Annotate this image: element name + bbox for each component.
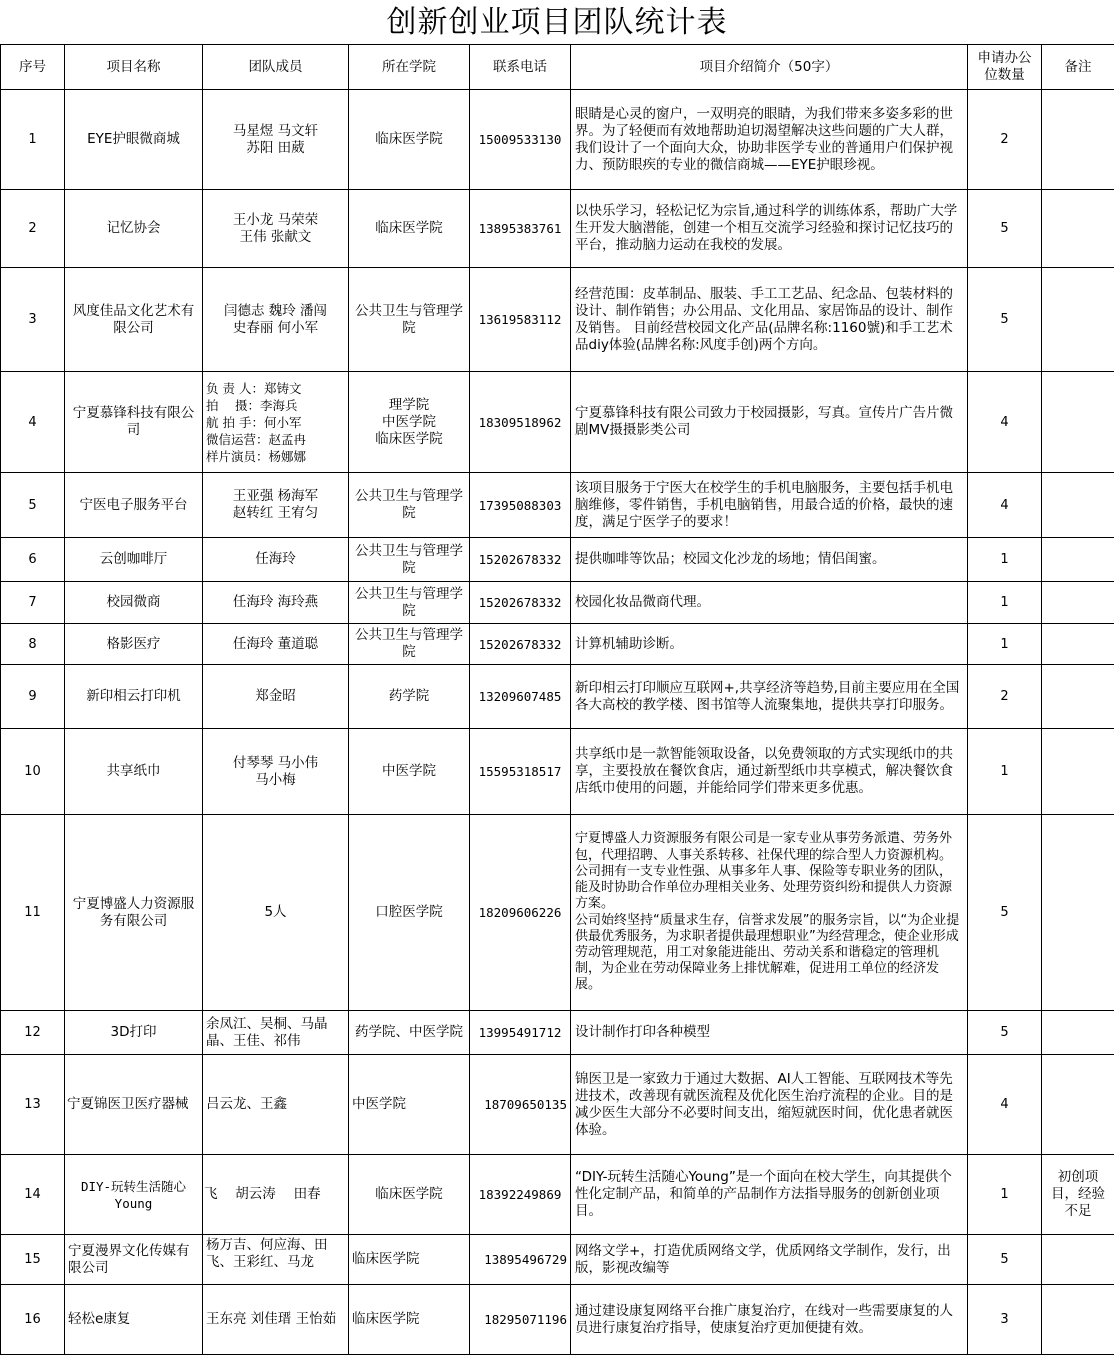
table-row — [1, 90, 1114, 190]
cell-phone: 18309518962 — [470, 372, 571, 473]
header-members: 团队成员 — [203, 45, 349, 90]
cell-offices: 4 — [968, 1055, 1042, 1155]
cell-phone: 15202678332 — [470, 624, 571, 665]
table-row — [1, 1235, 1114, 1285]
cell-offices: 2 — [968, 665, 1042, 729]
project-table — [0, 44, 1114, 1355]
table-row — [1, 624, 1114, 665]
cell-seq: 4 — [1, 372, 65, 473]
cell-offices: 5 — [968, 1235, 1042, 1285]
cell-offices: 1 — [968, 538, 1042, 582]
table-row — [1, 665, 1114, 729]
cell-phone: 15595318517 — [470, 729, 571, 815]
cell-phone: 18392249869 — [470, 1155, 571, 1235]
cell-name: 共享纸巾 — [65, 729, 203, 815]
header-seq: 序号 — [1, 45, 65, 90]
cell-name: EYE护眼微商城 — [65, 90, 203, 190]
cell-remark — [1042, 1011, 1114, 1055]
cell-remark — [1042, 1055, 1114, 1155]
cell-offices: 3 — [968, 1285, 1042, 1355]
cell-name: 宁夏慕锋科技有限公司 — [65, 372, 203, 473]
cell-college: 临床医学院 — [349, 190, 470, 268]
cell-college: 理学院 中医学院 临床医学院 — [349, 372, 470, 473]
cell-seq: 15 — [1, 1235, 65, 1285]
cell-phone: 18209606226 — [470, 815, 571, 1011]
cell-intro: 设计制作打印各种模型 — [571, 1011, 968, 1055]
cell-intro: “DIY-玩转生活随心Young”是一个面向在校大学生，向其提供个性化定制产品，和简单的产品制作方法指导服务的创新创业项目。 — [571, 1155, 968, 1235]
cell-seq: 5 — [1, 473, 65, 538]
cell-college: 中医学院 — [349, 1055, 470, 1155]
cell-phone: 13619583112 — [470, 268, 571, 372]
header-name: 项目名称 — [65, 45, 203, 90]
cell-offices: 1 — [968, 624, 1042, 665]
cell-seq: 8 — [1, 624, 65, 665]
cell-college: 临床医学院 — [349, 1285, 470, 1355]
cell-name: 校园微商 — [65, 582, 203, 624]
cell-phone: 15202678332 — [470, 538, 571, 582]
cell-members: 任海玲 海玲燕 — [203, 582, 349, 624]
cell-intro: 以快乐学习，轻松记忆为宗旨,通过科学的训练体系，帮助广大学生开发大脑潜能，创建一个相互交流学习经验和探讨记忆技巧的平台，推动脑力运动在我校的发展。 — [571, 190, 968, 268]
table-row — [1, 473, 1114, 538]
cell-name: 云创咖啡厅 — [65, 538, 203, 582]
cell-name: 轻松e康复 — [65, 1285, 203, 1355]
cell-seq: 13 — [1, 1055, 65, 1155]
table-body — [1, 90, 1114, 1355]
cell-remark — [1042, 190, 1114, 268]
cell-college: 药学院、中医学院 — [349, 1011, 470, 1055]
cell-name: 宁夏锦医卫医疗器械 — [65, 1055, 203, 1155]
cell-seq: 16 — [1, 1285, 65, 1355]
header-college: 所在学院 — [349, 45, 470, 90]
cell-phone: 18295071196 — [470, 1285, 571, 1355]
cell-remark — [1042, 582, 1114, 624]
cell-members: 郑金昭 — [203, 665, 349, 729]
cell-name: 风度佳品文化艺术有限公司 — [65, 268, 203, 372]
cell-remark — [1042, 473, 1114, 538]
cell-seq: 6 — [1, 538, 65, 582]
cell-members: 王小龙 马荣荣 王伟 张献文 — [203, 190, 349, 268]
cell-name: 3D打印 — [65, 1011, 203, 1055]
cell-intro: 该项目服务于宁医大在校学生的手机电脑服务，主要包括手机电脑维修，零件销售，手机电脑销售，用最合适的价格，最快的速度，满足宁医学子的要求！ — [571, 473, 968, 538]
header-phone: 联系电话 — [470, 45, 571, 90]
cell-offices: 1 — [968, 582, 1042, 624]
cell-intro: 宁夏博盛人力资源服务有限公司是一家专业从事劳务派遣、劳务外包，代理招聘、人事关系转移、社保代理的综合型人力资源机构。公司拥有一支专业性强、从事多年人事、保险等专职业务的团队，能及时协助合作单位办理相关业务、处理劳资纠纷和提供人力资源方案。 公司始终坚持“质量求生存，信誉求发展”的服务宗旨，以“为企业提供最优秀服务，为求职者提供最理想职业”为经营理念，使企业形成劳动管理规范，用工对象能进能出、劳动关系和谐稳定的管理机制，为企业在劳动保障业务上排忧解难，促进用工单位的经济发展。 — [571, 815, 968, 1011]
cell-remark — [1042, 729, 1114, 815]
header-remark: 备注 — [1042, 45, 1114, 90]
cell-intro: 锦医卫是一家致力于通过大数据、AI人工智能、互联网技术等先进技术，改善现有就医流程及优化医生治疗流程的企业。目的是减少医生大部分不必要时间支出，缩短就医时间，优化患者就医体验。 — [571, 1055, 968, 1155]
cell-phone: 15009533130 — [470, 90, 571, 190]
cell-offices: 5 — [968, 815, 1042, 1011]
cell-remark — [1042, 538, 1114, 582]
cell-remark — [1042, 624, 1114, 665]
cell-seq: 11 — [1, 815, 65, 1011]
cell-college: 公共卫生与管理学院 — [349, 473, 470, 538]
table-row — [1, 815, 1114, 1011]
cell-members: 余凤江、吴桐、马晶晶、王佳、祁伟 — [203, 1011, 349, 1055]
cell-seq: 2 — [1, 190, 65, 268]
cell-seq: 3 — [1, 268, 65, 372]
cell-name: 记忆协会 — [65, 190, 203, 268]
cell-remark — [1042, 815, 1114, 1011]
cell-remark: 初创项目，经验不足 — [1042, 1155, 1114, 1235]
header-intro: 项目介绍简介（50字） — [571, 45, 968, 90]
cell-intro: 宁夏慕锋科技有限公司致力于校园摄影，写真。宣传片广告片微剧MV摄摄影类公司 — [571, 372, 968, 473]
cell-offices: 1 — [968, 1155, 1042, 1235]
cell-members: 任海玲 — [203, 538, 349, 582]
cell-phone: 15202678332 — [470, 582, 571, 624]
cell-college: 临床医学院 — [349, 90, 470, 190]
cell-members: 王亚强 杨海军 赵转红 王宥匀 — [203, 473, 349, 538]
cell-intro: 共享纸巾是一款智能领取设备，以免费领取的方式实现纸巾的共享，主要投放在餐饮食店，通过新型纸巾共享模式，解决餐饮食店纸巾使用的问题，并能给同学们带来更多优惠。 — [571, 729, 968, 815]
cell-seq: 14 — [1, 1155, 65, 1235]
table-row — [1, 268, 1114, 372]
cell-offices: 2 — [968, 90, 1042, 190]
cell-phone: 13995491712 — [470, 1011, 571, 1055]
cell-phone: 13209607485 — [470, 665, 571, 729]
cell-remark — [1042, 268, 1114, 372]
cell-seq: 10 — [1, 729, 65, 815]
cell-college: 公共卫生与管理学院 — [349, 268, 470, 372]
cell-offices: 5 — [968, 190, 1042, 268]
cell-offices: 5 — [968, 268, 1042, 372]
header-offices: 申请办公位数量 — [968, 45, 1042, 90]
cell-members: 马星煜 马文轩 苏阳 田葳 — [203, 90, 349, 190]
cell-offices: 5 — [968, 1011, 1042, 1055]
table-row — [1, 1285, 1114, 1355]
cell-phone: 13895496729 — [470, 1235, 571, 1285]
cell-members: 5人 — [203, 815, 349, 1011]
cell-offices: 4 — [968, 473, 1042, 538]
cell-seq: 1 — [1, 90, 65, 190]
cell-phone: 13895383761 — [470, 190, 571, 268]
cell-members: 负 责 人：郑铸文 拍 摄：李海兵 航 拍 手：何小军 微信运营：赵孟冉 样片演员：杨娜娜 — [203, 372, 349, 473]
cell-college: 公共卫生与管理学院 — [349, 582, 470, 624]
cell-name: 新印相云打印机 — [65, 665, 203, 729]
cell-members: 付琴琴 马小伟 马小梅 — [203, 729, 349, 815]
cell-college: 临床医学院 — [349, 1155, 470, 1235]
cell-offices: 4 — [968, 372, 1042, 473]
cell-members: 王东亮 刘佳瑨 王怡茹 — [203, 1285, 349, 1355]
cell-college: 公共卫生与管理学院 — [349, 538, 470, 582]
cell-name: 宁夏漫界文化传媒有限公司 — [65, 1235, 203, 1285]
cell-name: 格影医疗 — [65, 624, 203, 665]
table-row — [1, 729, 1114, 815]
table-row — [1, 582, 1114, 624]
table-row — [1, 1055, 1114, 1155]
page-title: 创新创业项目团队统计表 — [0, 0, 1114, 44]
cell-remark — [1042, 1235, 1114, 1285]
table-row — [1, 1155, 1114, 1235]
header-row — [1, 45, 1114, 90]
cell-intro: 网络文学+，打造优质网络文学，优质网络文学制作，发行，出版，影视改编等 — [571, 1235, 968, 1285]
cell-name: 宁医电子服务平台 — [65, 473, 203, 538]
cell-college: 药学院 — [349, 665, 470, 729]
cell-intro: 通过建设康复网络平台推广康复治疗，在线对一些需要康复的人员进行康复治疗指导，使康复治疗更加便捷有效。 — [571, 1285, 968, 1355]
table-row — [1, 1011, 1114, 1055]
cell-intro: 新印相云打印顺应互联网+,共享经济等趋势,目前主要应用在全国各大高校的教学楼、图书馆等人流聚集地，提供共享打印服务。 — [571, 665, 968, 729]
cell-members: 飞 胡云涛 田春 — [203, 1155, 349, 1235]
cell-phone: 18709650135 — [470, 1055, 571, 1155]
cell-remark — [1042, 372, 1114, 473]
cell-name: DIY-玩转生活随心Young — [65, 1155, 203, 1235]
cell-offices: 1 — [968, 729, 1042, 815]
table-row — [1, 372, 1114, 473]
cell-remark — [1042, 1285, 1114, 1355]
cell-intro: 计算机辅助诊断。 — [571, 624, 968, 665]
cell-members: 杨万吉、何应海、田飞、王彩红、马龙 — [203, 1235, 349, 1285]
cell-members: 吕云龙、王鑫 — [203, 1055, 349, 1155]
cell-remark — [1042, 90, 1114, 190]
cell-college: 中医学院 — [349, 729, 470, 815]
cell-intro: 眼睛是心灵的窗户，一双明亮的眼睛，为我们带来多姿多彩的世界。为了轻便而有效地帮助迫切渴望解决这些问题的广大人群，我们设计了一个面向大众，协助非医学专业的普通用户们保护视力、预防眼疾的专业的微信商城——EYE护眼珍视。 — [571, 90, 968, 190]
cell-name: 宁夏博盛人力资源服务有限公司 — [65, 815, 203, 1011]
table-row — [1, 190, 1114, 268]
cell-seq: 12 — [1, 1011, 65, 1055]
cell-members: 任海玲 董道聪 — [203, 624, 349, 665]
cell-seq: 9 — [1, 665, 65, 729]
cell-remark — [1042, 665, 1114, 729]
cell-seq: 7 — [1, 582, 65, 624]
cell-intro: 校园化妆品微商代理。 — [571, 582, 968, 624]
table-row — [1, 538, 1114, 582]
cell-members: 闫德志 魏玲 潘闯 史春丽 何小军 — [203, 268, 349, 372]
cell-college: 口腔医学院 — [349, 815, 470, 1011]
cell-college: 公共卫生与管理学院 — [349, 624, 470, 665]
cell-college: 临床医学院 — [349, 1235, 470, 1285]
cell-intro: 经营范围：皮革制品、服装、手工工艺品、纪念品、包装材料的设计、制作销售；办公用品、文化用品、家居饰品的设计、制作及销售。 目前经营校园文化产品(品牌名称:1160號)和手工艺术品diy体验(品牌名称:风度手创)两个方向。 — [571, 268, 968, 372]
cell-intro: 提供咖啡等饮品；校园文化沙龙的场地；情侣闺蜜。 — [571, 538, 968, 582]
cell-phone: 17395088303 — [470, 473, 571, 538]
